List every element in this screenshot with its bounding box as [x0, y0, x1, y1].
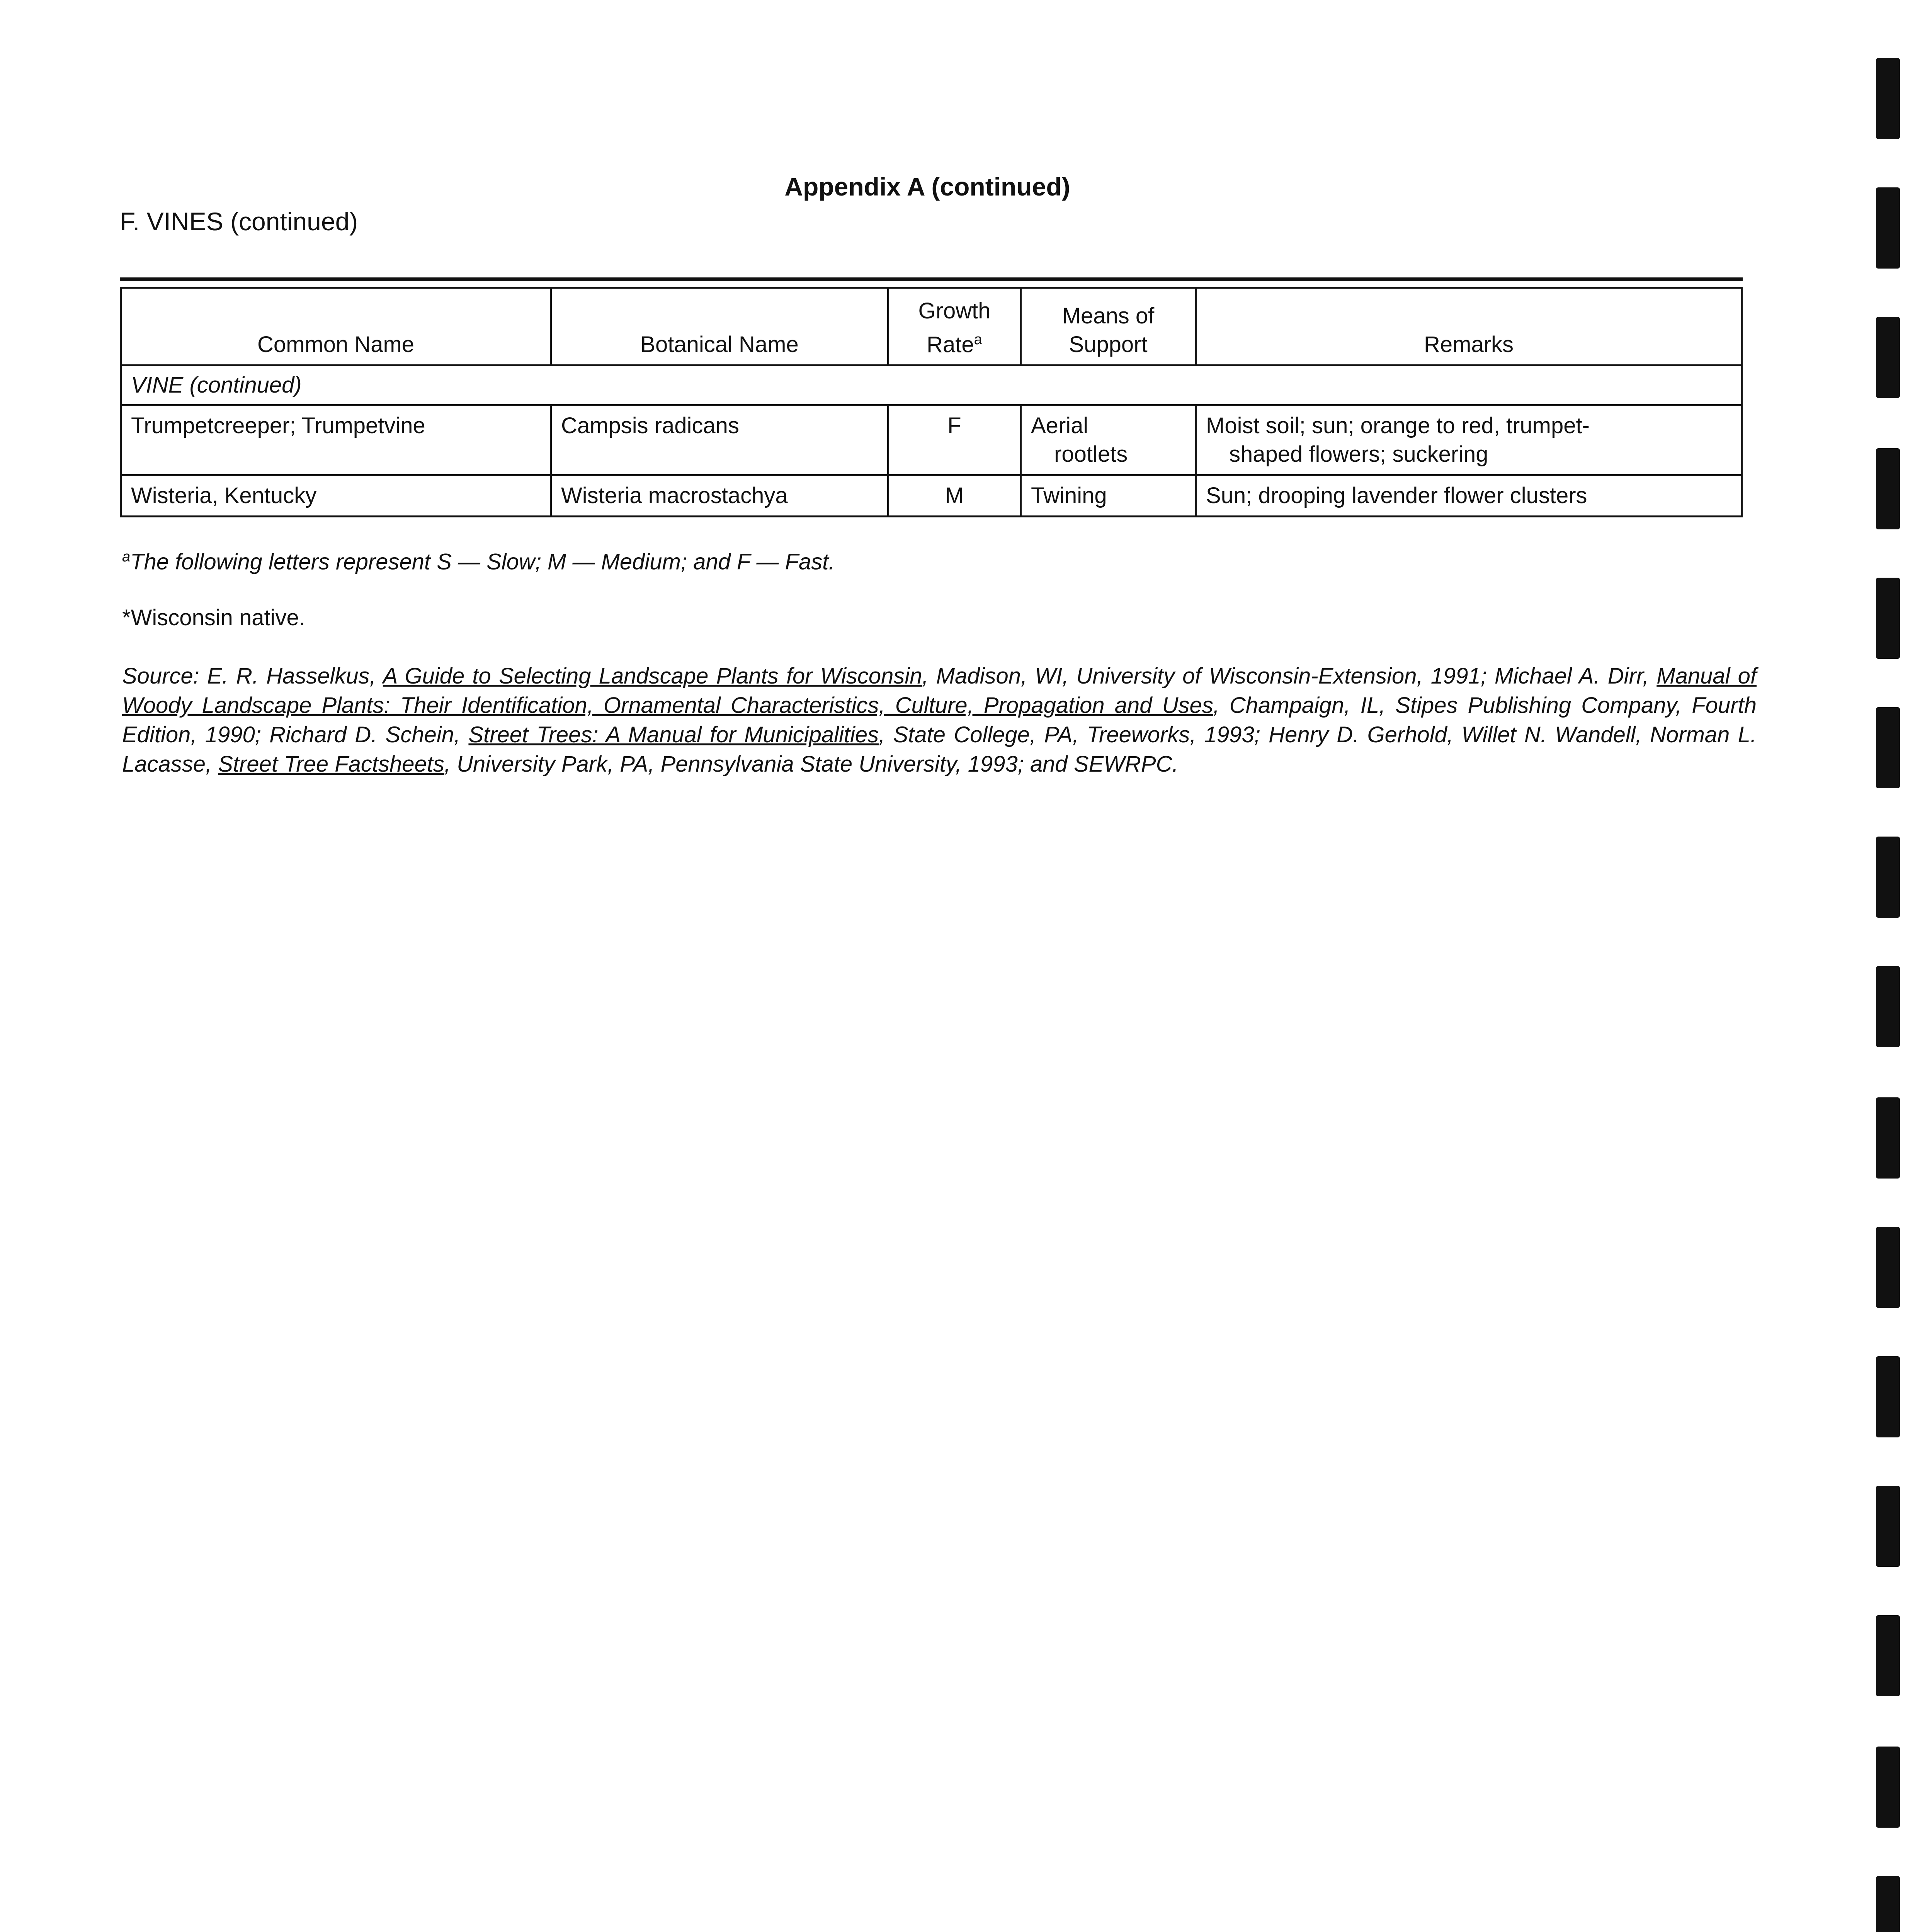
binding-mark [1876, 1615, 1900, 1696]
binding-mark [1876, 966, 1900, 1047]
growth-rate-header-line2: Rate [927, 332, 974, 357]
cell-botanical-name: Wisteria macrostachya [551, 475, 888, 517]
binding-mark [1876, 1097, 1900, 1179]
binding-mark [1876, 187, 1900, 269]
source-citation [122, 662, 1757, 779]
growth-rate-footnote-marker: a [974, 331, 982, 348]
binding-mark [1876, 837, 1900, 918]
binding-mark [1876, 1876, 1900, 1932]
growth-rate-header-line1: Growth [918, 298, 991, 323]
source-text-4: , State College, PA, Treeworks, 1993; Henry D. Gerhold, Willet N. Wandell, Norman L. Lacasse, [122, 722, 1757, 777]
cell-botanical-name: Campsis radicans [551, 405, 888, 475]
binding-mark [1876, 1227, 1900, 1308]
cell-means-of-support [1021, 405, 1196, 475]
source-text-5: , University Park, PA, Pennsylvania State University, 1993; and SEWRPC. [444, 752, 1179, 777]
cell-growth-rate: M [888, 475, 1021, 517]
cell-remarks [1196, 405, 1742, 475]
support-header-line1: Means of [1062, 303, 1155, 328]
source-title-4: Street Tree Factsheets [218, 752, 444, 777]
support-line2: rootlets [1054, 442, 1128, 467]
plant-table-container [120, 277, 1743, 517]
column-header-botanical-name: Botanical Name [551, 288, 888, 366]
table-row [121, 475, 1742, 517]
plant-table [120, 287, 1743, 517]
table-group-row [121, 366, 1742, 405]
cell-common-name: Trumpetcreeper; Trumpetvine [121, 405, 551, 475]
binding-mark [1876, 1747, 1900, 1828]
cell-means-of-support [1021, 475, 1196, 517]
remarks-line2: shaped flowers; suckering [1229, 442, 1488, 467]
section-heading: F. VINES (continued) [120, 207, 358, 236]
column-header-common-name: Common Name [121, 288, 551, 366]
binding-mark [1876, 448, 1900, 529]
footnote-marker: a [122, 549, 131, 565]
support-header-line2: Support [1069, 332, 1148, 357]
cell-remarks [1196, 475, 1742, 517]
source-title-2: Manual of Woody Landscape Plants: Their Identification, Ornamental Characteristics, Culture, Propagation and Uses [122, 663, 1757, 718]
column-header-means-of-support [1021, 288, 1196, 366]
column-header-growth-rate [888, 288, 1021, 366]
support-line1: Aerial [1031, 413, 1088, 438]
cell-growth-rate: F [888, 405, 1021, 475]
source-text-2: , Madison, WI, University of Wisconsin-Extension, 1991; Michael A. Dirr, [922, 663, 1657, 689]
page-title: Appendix A (continued) [784, 172, 1070, 201]
binding-mark [1876, 578, 1900, 659]
binding-mark [1876, 317, 1900, 398]
binding-mark [1876, 58, 1900, 139]
source-title-3: Street Trees: A Manual for Municipalities [468, 722, 879, 747]
cell-common-name: Wisteria, Kentucky [121, 475, 551, 517]
group-label: VINE (continued) [121, 366, 1742, 405]
binding-mark [1876, 707, 1900, 788]
remarks-line1: Sun; drooping lavender flower clusters [1206, 483, 1587, 508]
native-note: *Wisconsin native. [122, 605, 305, 630]
growth-rate-footnote [122, 549, 835, 575]
source-text-3: , Champaign, IL, Stipes Publishing Company, Fourth Edition, 1990; Richard D. Schein, [122, 693, 1757, 747]
support-line1: Twining [1031, 483, 1107, 508]
table-header-row [121, 288, 1742, 366]
source-title-1: A Guide to Selecting Landscape Plants for Wisconsin [383, 663, 922, 689]
binding-mark [1876, 1486, 1900, 1567]
binding-mark [1876, 1356, 1900, 1437]
remarks-line1: Moist soil; sun; orange to red, trumpet- [1206, 413, 1590, 438]
table-row [121, 405, 1742, 475]
column-header-remarks: Remarks [1196, 288, 1742, 366]
source-text-1: Source: E. R. Hasselkus, [122, 663, 383, 689]
footnote-text: The following letters represent S — Slow; M — Medium; and F — Fast. [130, 549, 835, 575]
